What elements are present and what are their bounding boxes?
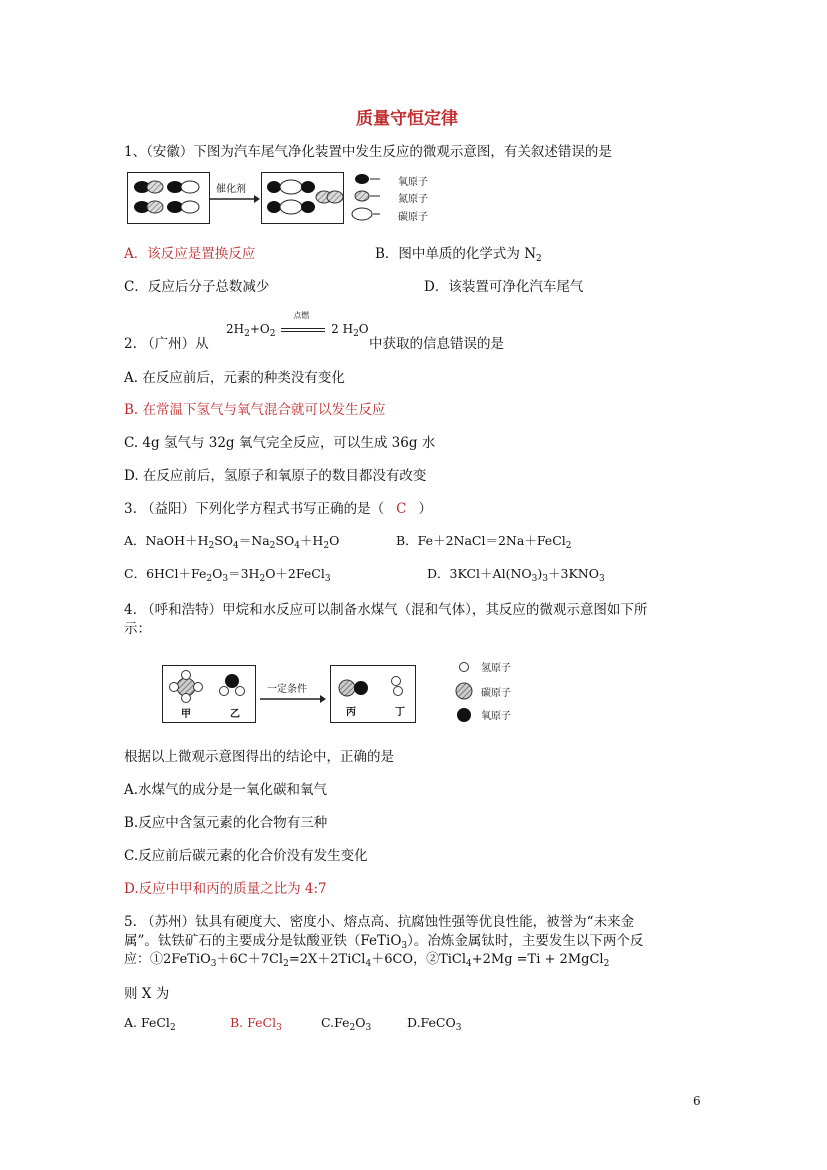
q4-label-jia: 甲	[181, 709, 191, 720]
q2-stem-prefix: 2. （广州）从	[124, 336, 209, 352]
q4-legend-carbon: 碳原子	[481, 688, 511, 699]
q4-condition-label: 一定条件	[267, 684, 307, 695]
q3-option-b: B．Fe＋2NaCl＝2Na＋FeCl$_2$	[396, 533, 572, 551]
q5-option-d: D.FeCO$_3$	[407, 1015, 462, 1033]
q4-reactant-molecules	[162, 665, 256, 723]
q1-legend-carbon: 碳原子	[398, 212, 428, 223]
q4-option-b: B.反应中含氢元素的化合物有三种	[124, 815, 328, 831]
q4-stem-line2: 示：	[124, 621, 151, 637]
q3-option-d: D．$3KCl+Al(NO_3)_3+3KNO_3$	[427, 566, 605, 584]
q5-line1: 5. （苏州）钛具有硬度大、密度小、熔点高、抗腐蚀性强等优良性能，被誉为“未来金	[124, 914, 635, 930]
q5-lead: 则 X 为	[124, 986, 170, 1002]
q1-stem: 1、（安徽）下图为汽车尾气净化装置中发生反应的微观示意图，有关叙述错误的是	[124, 144, 612, 160]
q4-option-d: D.反应中甲和丙的质量之比为 4:7	[124, 881, 327, 897]
q4-label-ding: 丁	[395, 707, 405, 718]
q1-catalyst-label: 催化剂	[216, 184, 246, 195]
q1-legend-nitrogen: 氮原子	[398, 194, 428, 205]
q4-label-yi: 乙	[230, 709, 240, 720]
q1-option-c: C．反应后分子总数减少	[124, 279, 270, 295]
q1-legend-icons	[352, 172, 392, 222]
q1-option-d: D．该装置可净化汽车尾气	[424, 279, 584, 295]
q4-label-bing: 丙	[346, 707, 356, 718]
q3-answer: C	[396, 501, 407, 517]
q4-lead: 根据以上微观示意图得出的结论中，正确的是	[124, 749, 394, 765]
q4-arrow	[260, 694, 326, 704]
q4-option-a: A.水煤气的成分是一氧化碳和氧气	[124, 782, 328, 798]
page-number: 6	[693, 1094, 701, 1108]
q2-option-a: A. 在反应前后，元素的种类没有变化	[124, 370, 345, 386]
q5-line3: 应：$①2FeTiO_3+6C+7Cl_2=2X+2TiCl_4+6CO$，②TiCl$_4$+2Mg =Ti + 2MgCl$_2$	[124, 952, 610, 969]
q2-option-d: D. 在反应前后，氢原子和氧原子的数目都没有改变	[124, 468, 427, 484]
q3-stem: 3. （益阳）下列化学方程式书写正确的是（ C ）	[124, 501, 433, 517]
q1-reactant-molecules	[127, 172, 211, 224]
q4-stem-line1: 4. （呼和浩特）甲烷和水反应可以制备水煤气（混和气体），其反应的微观示意图如下所	[124, 602, 648, 618]
q4-option-c: C.反应前后碳元素的化合价没有发生变化	[124, 848, 368, 864]
q2-stem-suffix: 中获取的信息错误的是	[369, 336, 504, 352]
q3-option-c: C．$6HCl+Fe_2O_3=3H_2O+2FeCl_3$	[124, 566, 331, 584]
q1-legend-oxygen: 氧原子	[398, 177, 428, 188]
q2-eq-condition: 点燃	[293, 311, 310, 320]
q4-legend-icons	[455, 660, 475, 722]
q4-legend-hydrogen: 氢原子	[481, 663, 511, 674]
page-title: 质量守恒定律	[356, 109, 458, 129]
q2-option-c: C. 4g 氢气与 32g 氧气完全反应，可以生成 36g 水	[124, 435, 436, 451]
q1-arrow	[210, 194, 258, 204]
q1-product-molecules	[261, 172, 345, 224]
q1-option-a: A．该反应是置换反应	[124, 246, 256, 262]
q1-option-b: B．图中单质的化学式为 $N_2$	[375, 246, 542, 264]
q5-line2: 属”。钛铁矿石的主要成分是钛酸亚铁（FeTiO$_3$）。冶炼金属钛时，主要发生以下两个反	[124, 933, 644, 951]
q2-equation: $2H_2+O_2$ 点燃 2 $H_2O$	[226, 311, 369, 339]
q5-option-b: B. FeCl$_3$	[230, 1015, 282, 1033]
q2-option-b: B. 在常温下氢气与氧气混合就可以发生反应	[124, 402, 386, 418]
q4-legend-oxygen: 氧原子	[481, 711, 511, 722]
q3-option-a: A．$NaOH+H_2SO_4=Na_2SO_4+H_2O$	[124, 533, 340, 551]
q5-option-c: $C.Fe_2O_3$	[321, 1015, 372, 1033]
q5-option-a: A. FeCl$_2$	[124, 1015, 176, 1033]
